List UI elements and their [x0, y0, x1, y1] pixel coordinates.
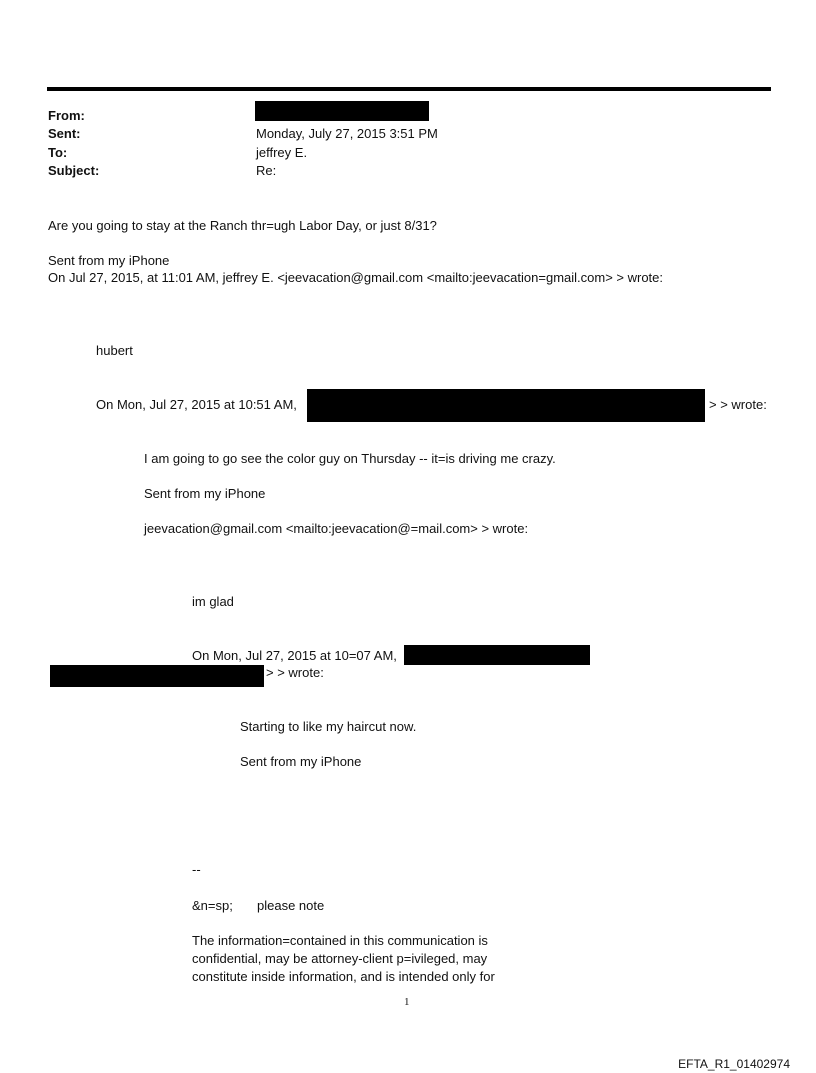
disclaimer-line: confidential, may be attorney-client p=ivileged, may — [192, 951, 488, 966]
signature: Sent from my iPhone — [48, 253, 170, 268]
quote-header-suffix: > > wrote: — [709, 397, 767, 412]
sent-label: Sent: — [48, 126, 81, 141]
disclaimer-line: The information=contained in this communication is — [192, 933, 488, 948]
redacted-sender-cont — [50, 665, 264, 687]
subject-label: Subject: — [48, 163, 100, 178]
body-line: Are you going to stay at the Ranch thr=ugh Labor Day, or just 8/31? — [48, 218, 437, 233]
quote-header: On Mon, Jul 27, 2015 at 10=07 AM, — [192, 648, 397, 663]
quote-header: On Jul 27, 2015, at 11:01 AM, jeffrey E. <jeevacation@gmail.com <mailto:jeevacation=gmail.com> > wrote: — [48, 270, 664, 285]
redacted-sender — [307, 389, 705, 422]
to-label: To: — [48, 145, 68, 160]
body-line: I am going to go see the color guy on Thursday -- it=is driving me crazy. — [144, 451, 556, 466]
header-rule — [47, 87, 771, 91]
body-line: hubert — [96, 343, 133, 358]
quote-header: On Mon, Jul 27, 2015 at 10:51 AM, — [96, 397, 297, 412]
signature: Sent from my iPhone — [240, 754, 362, 769]
disclaimer-line: constitute inside information, and is intended only for — [192, 969, 495, 984]
sent-value: Monday, July 27, 2015 3:51 PM — [256, 126, 438, 141]
signature: Sent from my iPhone — [144, 486, 266, 501]
body-line: please note — [257, 898, 325, 913]
quote-header-suffix: > > wrote: — [266, 665, 324, 680]
quote-header: jeevacation@gmail.com <mailto:jeevacation@=mail.com> > wrote: — [144, 521, 529, 536]
body-line: im glad — [192, 594, 234, 609]
document-id: EFTA_R1_01402974 — [678, 1057, 790, 1071]
signature-separator: -- — [192, 862, 201, 877]
body-line: &n=sp; — [192, 898, 233, 913]
page-number: 1 — [404, 996, 410, 1008]
body-line: Starting to like my haircut now. — [240, 719, 417, 734]
redacted-sender — [404, 645, 590, 665]
to-value: jeffrey E. — [256, 145, 308, 160]
from-label: From: — [48, 108, 85, 123]
subject-value: Re: — [256, 163, 277, 178]
redacted-from — [255, 101, 429, 121]
